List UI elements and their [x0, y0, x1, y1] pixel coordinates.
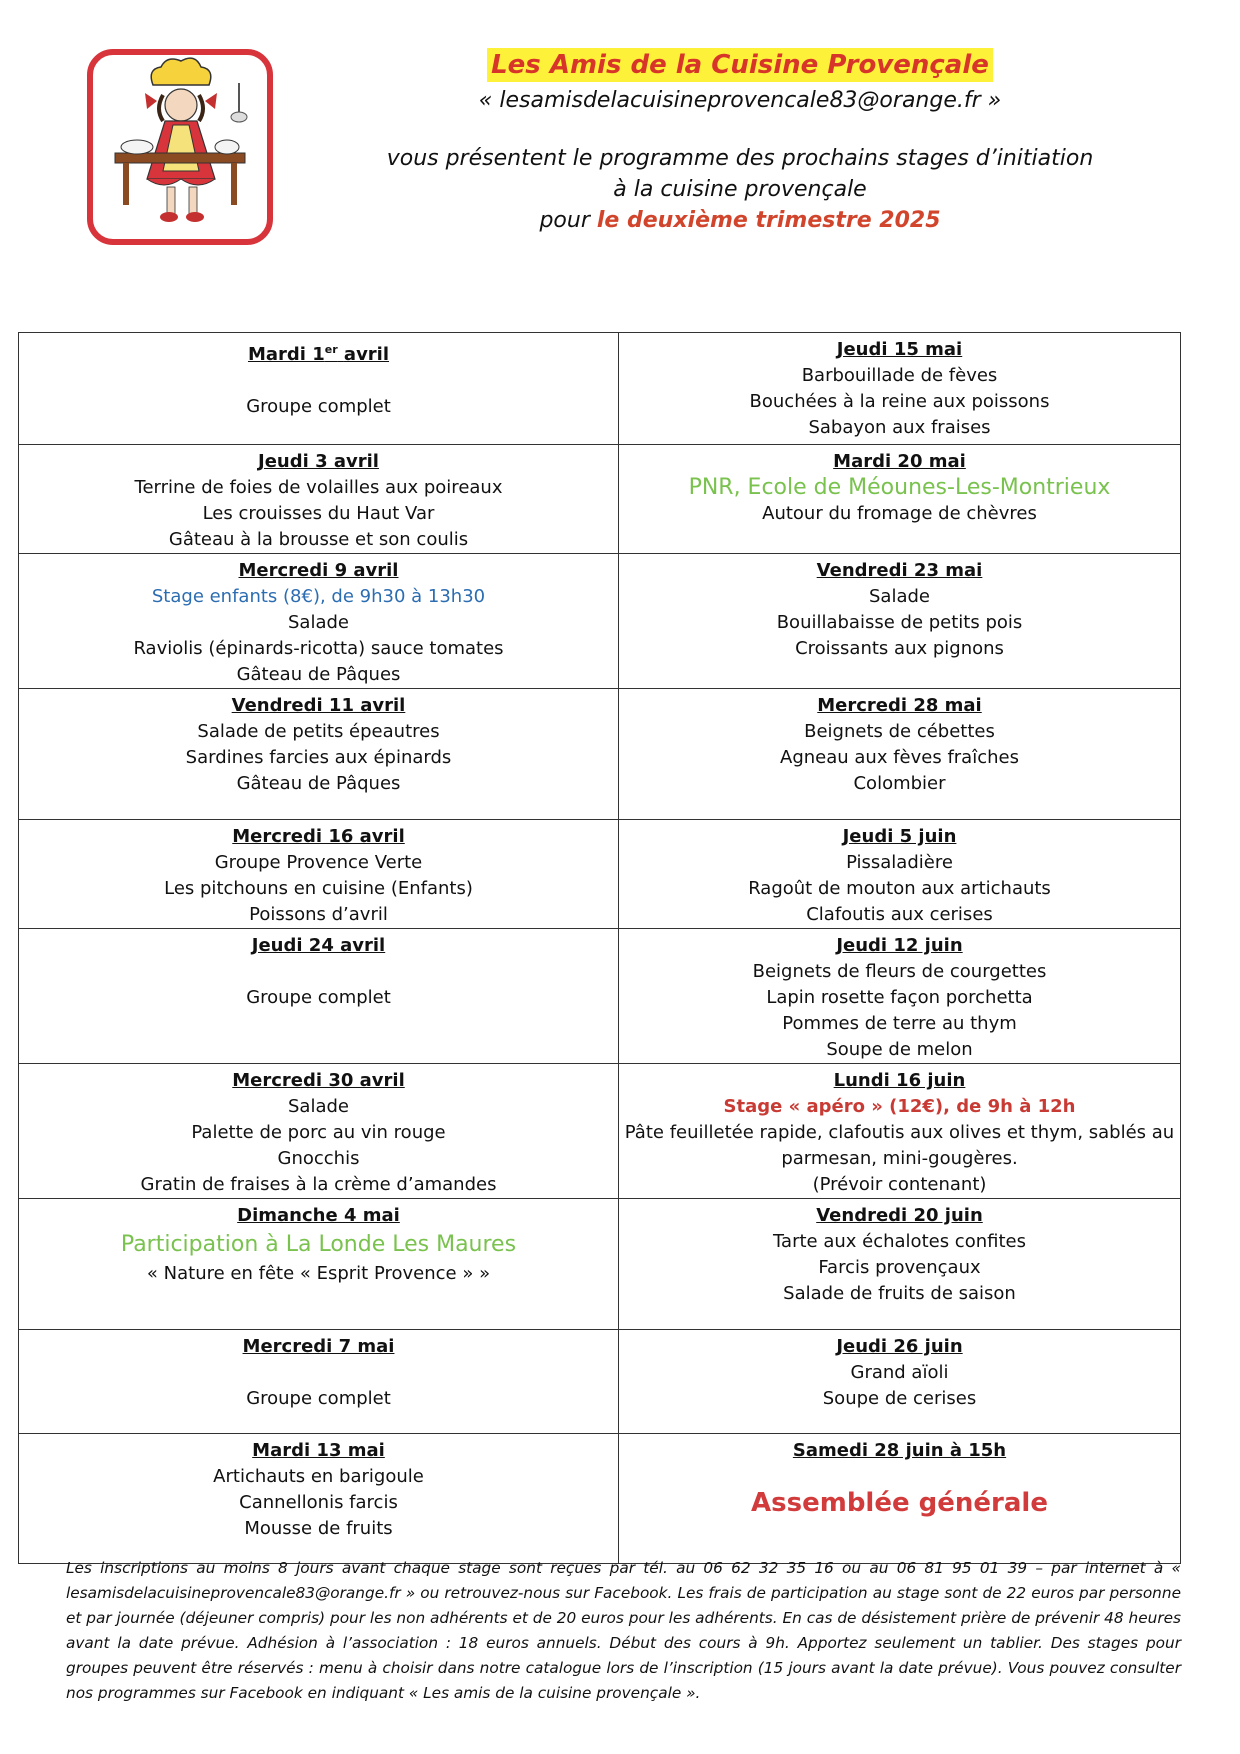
session-date: Mercredi 7 mai — [242, 1336, 395, 1357]
session-date: Jeudi 5 juin — [842, 826, 957, 847]
program-row — [19, 1199, 1181, 1330]
session-cell — [619, 1064, 1181, 1199]
special-event: PNR, Ecole de Méounes-Les-Montrieux — [688, 475, 1111, 500]
session-line: Raviolis (épinards-ricotta) sauce tomates — [133, 638, 504, 659]
session-line: Salade — [288, 1096, 349, 1117]
trimester-label: le deuxième trimestre 2025 — [596, 208, 941, 233]
session-date: Jeudi 12 juin — [836, 935, 963, 956]
program-table — [18, 332, 1181, 1564]
association-title: Les Amis de la Cuisine Provençale — [487, 48, 993, 82]
session-cell — [19, 554, 619, 689]
session-date: Mercredi 16 avril — [232, 826, 405, 847]
session-date: Jeudi 24 avril — [251, 935, 386, 956]
program-row — [19, 1330, 1181, 1434]
session-cell — [619, 689, 1181, 820]
date-sup: er — [324, 343, 338, 356]
program-row — [19, 554, 1181, 689]
session-line: Farcis provençaux — [818, 1257, 981, 1278]
session-line: Groupe complet — [246, 987, 391, 1008]
program-row — [19, 333, 1181, 445]
session-cell — [619, 1199, 1181, 1330]
session-cell — [19, 689, 619, 820]
footer-notice: Les inscriptions au moins 8 jours avant chaque stage sont reçues par tél. au 06 62 32 35 16 ou au 06 81 95 01 39 – par internet à « lesamisdelacuisineprovencale83@orange.fr » ou retrouvez-nous sur Facebook. Les frais de participation au stage sont de 22 euros par personne et par journée (déjeuner compris) pour les non adhérents et de 20 euros pour les adhérents. En cas de désistement prière de prévenir 48 heures avant la date prévue. Adhésion à l’association : 18 euros annuels. Début des cours à 9h. Apportez seulement un tablier. Des stages pour groupes peuvent être réservés : menu à choisir dans notre catalogue lors de l’inscription (15 jours avant la date prévue). Vous pouvez consulter nos programmes sur Facebook en indiquant « Les amis de la cuisine provençale ». — [66, 1559, 1181, 1702]
session-cell — [19, 820, 619, 929]
special-event: Stage « apéro » (12€), de 9h à 12h — [723, 1096, 1076, 1117]
session-date: Mardi 13 mai — [252, 1440, 385, 1461]
session-cell — [19, 1199, 619, 1330]
session-line: Lapin rosette façon porchetta — [766, 987, 1033, 1008]
session-line: Salade de petits épeautres — [197, 721, 440, 742]
contact-email: « lesamisdelacuisineprovencale83@orange.fr » — [478, 88, 1002, 113]
program-row — [19, 689, 1181, 820]
special-event: Assemblée générale — [751, 1488, 1048, 1518]
session-cell — [619, 1434, 1181, 1564]
session-line: Bouchées à la reine aux poissons — [749, 391, 1050, 412]
session-cell — [19, 1064, 619, 1199]
intro-line-3 — [380, 205, 1100, 236]
session-line: Colombier — [853, 773, 946, 794]
program-row — [19, 820, 1181, 929]
intro-text — [380, 143, 1100, 236]
special-event: Participation à La Londe Les Maures — [120, 1232, 517, 1257]
session-line: Artichauts en barigoule — [213, 1466, 424, 1487]
program-row — [19, 1064, 1181, 1199]
session-line: Barbouillade de fèves — [801, 365, 998, 386]
session-date: Mercredi 30 avril — [232, 1070, 405, 1091]
session-date: Jeudi 26 juin — [836, 1336, 963, 1357]
session-line: Autour du fromage de chèvres — [762, 503, 1037, 524]
session-line: Croissants aux pignons — [795, 638, 1004, 659]
session-line: Groupe complet — [246, 1388, 391, 1409]
session-line: Les crouisses du Haut Var — [202, 503, 435, 524]
session-line: Groupe complet — [246, 396, 391, 417]
intro-line-3-prefix: pour — [539, 208, 590, 233]
session-date: Dimanche 4 mai — [237, 1205, 400, 1226]
session-date: Vendredi 20 juin — [816, 1205, 983, 1226]
session-line: Terrine de foies de volailles aux poireaux — [134, 477, 503, 498]
session-cell — [19, 1330, 619, 1434]
session-line: « Nature en fête « Esprit Provence » » — [146, 1263, 491, 1284]
session-line: Salade — [288, 612, 349, 633]
session-cell — [619, 820, 1181, 929]
session-line: Sardines farcies aux épinards — [185, 747, 452, 768]
session-date: Vendredi 11 avril — [231, 695, 406, 716]
session-date: Mercredi 9 avril — [238, 560, 399, 581]
session-date: Samedi 28 juin à 15h — [792, 1440, 1007, 1461]
session-date: Jeudi 15 mai — [836, 339, 963, 360]
session-line: Salade de fruits de saison — [783, 1283, 1016, 1304]
date-month: avril — [343, 344, 390, 365]
session-line: (Prévoir contenant) — [812, 1174, 987, 1195]
session-line: Soupe de melon — [826, 1039, 973, 1060]
intro-line-2: à la cuisine provençale — [613, 177, 867, 202]
session-line: Clafoutis aux cerises — [806, 904, 993, 925]
session-line: Les pitchouns en cuisine (Enfants) — [164, 878, 473, 899]
session-cell — [619, 929, 1181, 1064]
session-line: Poissons d’avril — [249, 904, 388, 925]
session-cell — [619, 554, 1181, 689]
session-line: Grand aïoli — [850, 1362, 949, 1383]
program-row — [19, 1434, 1181, 1564]
session-cell — [619, 333, 1181, 445]
session-cell — [619, 445, 1181, 554]
session-line: Sabayon aux fraises — [808, 417, 991, 438]
session-line: Soupe de cerises — [822, 1388, 977, 1409]
session-line: Agneau aux fèves fraîches — [780, 747, 1019, 768]
session-line: Cannellonis farcis — [239, 1492, 398, 1513]
session-line: Ragoût de mouton aux artichauts — [748, 878, 1051, 899]
session-line: Palette de porc au vin rouge — [191, 1122, 446, 1143]
session-date: Jeudi 3 avril — [258, 451, 379, 472]
session-line: Salade — [869, 586, 930, 607]
logo — [87, 49, 273, 245]
session-line: Bouillabaisse de petits pois — [776, 612, 1023, 633]
session-date: Mardi 20 mai — [833, 451, 966, 472]
header — [380, 48, 1100, 236]
session-line: Beignets de cébettes — [804, 721, 995, 742]
program-row — [19, 445, 1181, 554]
cook-girl-illustration — [93, 55, 267, 239]
session-line: Mousse de fruits — [244, 1518, 393, 1539]
session-line: Beignets de fleurs de courgettes — [752, 961, 1047, 982]
session-line: Tarte aux échalotes confites — [773, 1231, 1026, 1252]
intro-line-1: vous présentent le programme des prochains stages d’initiation — [386, 146, 1094, 171]
program-row — [19, 929, 1181, 1064]
special-event: Stage enfants (8€), de 9h30 à 13h30 — [151, 586, 486, 607]
session-line: Gnocchis — [277, 1148, 360, 1169]
session-line: Pissaladière — [846, 852, 953, 873]
session-cell — [19, 445, 619, 554]
session-line: Gâteau de Pâques — [236, 773, 401, 794]
session-line: Gratin de fraises à la crème d’amandes — [140, 1174, 497, 1195]
session-cell — [19, 929, 619, 1064]
session-line: Pommes de terre au thym — [782, 1013, 1017, 1034]
session-cell — [619, 1330, 1181, 1434]
session-date: Vendredi 23 mai — [816, 560, 983, 581]
session-line: parmesan, mini-gougères. — [781, 1148, 1018, 1169]
session-cell — [19, 333, 619, 445]
session-date: Lundi 16 juin — [833, 1070, 966, 1091]
session-line: Groupe Provence Verte — [214, 852, 423, 873]
session-date: Mercredi 28 mai — [817, 695, 982, 716]
session-cell — [19, 1434, 619, 1564]
session-line: Pâte feuilletée rapide, clafoutis aux olives et thym, sablés au — [624, 1122, 1175, 1143]
session-line: Gâteau à la brousse et son coulis — [168, 529, 469, 550]
date-text: Mardi 1 — [247, 344, 325, 365]
session-line: Gâteau de Pâques — [236, 664, 401, 685]
session-date — [23, 337, 614, 368]
